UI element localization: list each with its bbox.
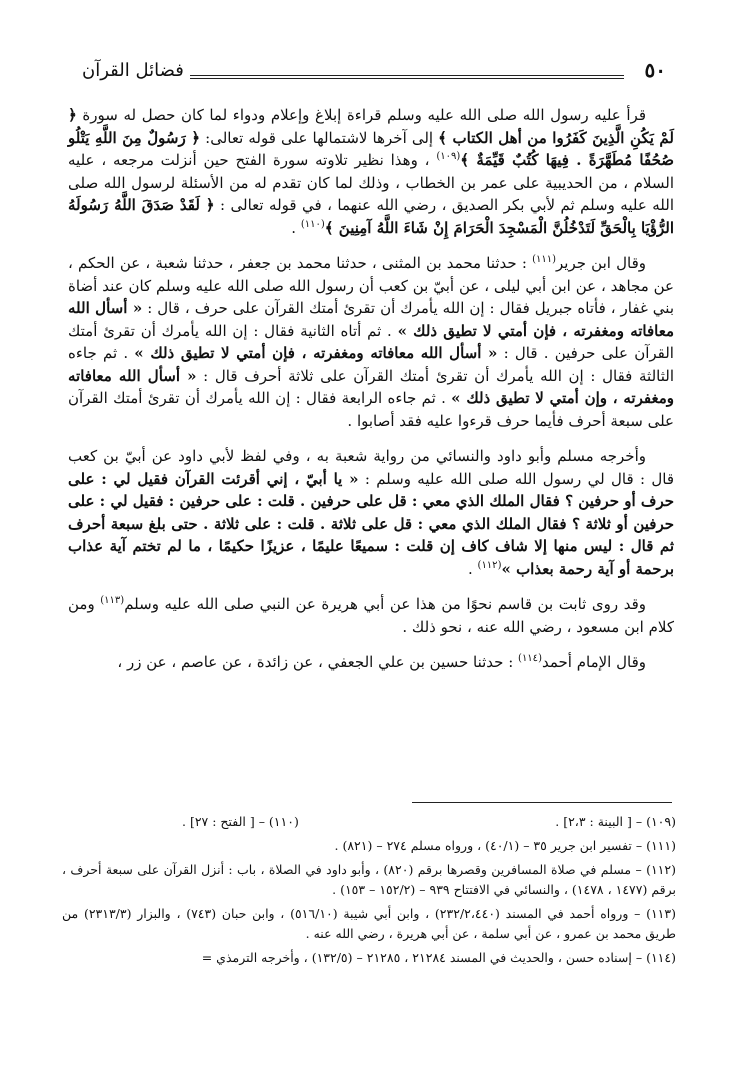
text-run: : حدثنا حسين بن علي الجعفي ، عن زائدة ، عن عاصم ، عن زر ، [117,653,519,671]
text-run: . ثم جاءه الرابعة فقال : إن الله يأمرك أن تقرئ أمتك القرآن على سبعة أحرف فأيما حرف قرءوا عليه فقد أصابوا . [68,389,674,430]
hadith-quote: « يا أبيّ ، إني أقرئت القرآن فقيل لي : على حرف أو حرفين ؟ فقال الملك الذي معي : قل على حرفين . قلت : على حرفين : فقيل لي : على حرفين أو ثلاثة ؟ فقال الملك الذي معي : قل على ثلاثة . قلت : على ثلاثة . حتى بلغ سبعة أحرف ثم قال : ليس منها إلا شاف كاف إن قلت : سميعًا عليمًا ، عزيزًا حكيمًا ، ما لم تختم آية عذاب برحمة أو آية رحمة بعذاب » [68,469,674,578]
page-number: ٥٠ [644,58,666,82]
main-text [68,104,674,687]
text-run: قرأ عليه رسول الله صلى الله عليه وسلم قراءة إبلاغ وإعلام ودواء لما كان حصل له سورة [76,106,646,124]
text-run: ، وهذا نظير تلاوته سورة الفتح حين أنزلت مرجعه ، عليه السلام ، من الحديبية على عمر بن الخطاب ، وذلك لما كان تقدم له من الأسئلة لرسول الله صلى الله عليه وسلم ثم لأبي بكر الصديق ، رضي الله عنهما ، في قوله تعالى : [68,151,674,214]
page-header [82,60,666,92]
footnotes [62,812,676,972]
text-run: وأخرجه مسلم وأبو داود والنسائي من رواية شعبة به ، وفي لفظ لأبي داود عن أبيّ بن كعب قال : قال لي رسول الله صلى الله عليه وسلم : [68,447,674,488]
text-run: : حدثنا محمد بن المثنى ، حدثنا محمد بن جعفر ، حدثنا شعبة ، عن الحكم ، عن مجاهد ، عن ابن أبي ليلى ، عن أبيّ بن كعب أن رسول الله صلى الله عليه وسلم كان عند أضاة بني غفار ، فأتاه جبريل فقال : إن الله يأمرك أن تقرئ أمتك القرآن على حرف ، قال : [68,254,674,317]
paragraph-5 [68,651,674,674]
quran-verse: ﴿ لَقَدْ صَدَقَ اللَّهُ رَسُولَهُ الرُّؤْيَا بِالْحَقِّ لَتَدْخُلُنَّ الْمَسْجِدَ الْحَرَامَ إِنْ شَاءَ اللَّهُ آمِنِينَ ﴾ [68,196,674,237]
hadith-quote: « أسأل الله معافاته ومغفرته ، فإن أمتي لا تطيق ذلك » [68,299,674,340]
text-run: . ثم جاءه الثالثة فقال : إن الله يأمرك أن تقرئ أمتك القرآن على ثلاثة أحرف قال : [68,344,674,385]
header-rule [190,75,624,79]
footnote-113: (١١٣) – ورواه أحمد في المسند (٢٣٢/٢،٤٤٠) ، وابن أبي شيبة (٥١٦/١٠) ، وابن حبان (٧٤٣) ، والبزار (٢٣١٣/٣) من طريق محمد بن عمرو ، عن أبي سلمة ، عن أبي هريرة ، رضي الله عنه . [62,906,676,941]
paragraph-3 [68,445,674,580]
footnote-ref[interactable]: (١٠٩) [436,151,461,162]
footnote-114: (١١٤) – إسناده حسن ، والحديث في المسند ٢١٢٨٤ ، ٢١٢٨٥ – (١٣٢/٥) ، وأخرجه الترمذي = [201,950,676,965]
text-run: . [291,218,301,237]
footnote-111: (١١١) – تفسير ابن جرير ٣٥ – (٤٠/١) ، ورواه مسلم ٢٧٤ – (٨٢١) . [334,838,676,853]
running-title: فضائل القرآن [82,60,184,81]
text-run: ومن كلام ابن مسعود ، رضي الله عنه ، نحو ذلك . [68,595,674,636]
footnote-110: (١١٠) – [ الفتح : ٢٧] . [182,814,299,829]
footnote-ref[interactable]: (١١٢) [477,559,502,571]
footnote-109: (١٠٩) – [ البينة : ٢،٣] . [555,814,676,829]
text-run: وقال ابن جرير [556,254,646,272]
footnote-row [62,812,676,832]
quran-verse: ﴿ رَسُولٌ مِنَ اللَّهِ يَتْلُو صُحُفًا مُطَهَّرَةً . فِيهَا كُتُبٌ قَيِّمَةٌ ﴾ [68,128,674,169]
footnote-separator [412,802,672,803]
quran-verse: ﴿ لَمْ يَكُنِ الَّذِينَ كَفَرُوا من أهل الكتاب ﴾ [68,106,674,147]
footnote-ref[interactable]: (١١٤) [518,653,542,664]
paragraph-4 [68,593,674,638]
footnote-ref[interactable]: (١١٠) [300,218,325,230]
hadith-quote: « أسأل الله معافاته ومغفرته ، فإن أمتي لا تطيق ذلك » [134,344,498,362]
footnote-ref[interactable]: (١١١) [532,254,556,265]
paragraph-2 [68,252,674,432]
footnote-ref[interactable]: (١١٣) [100,595,125,606]
paragraph-1 [68,104,674,239]
text-run: . [467,559,478,578]
text-run: وقد روى ثابت بن قاسم نحوًا من هذا عن أبي هريرة عن النبي صلى الله عليه وسلم [124,595,646,613]
text-run: إلى آخرها لاشتمالها على قوله تعالى: [200,128,439,147]
hadith-quote: « أسأل الله معافاته ومغفرته ، وإن أمتي لا تطيق ذلك » [68,366,674,407]
text-run: وقال الإمام أحمد [541,653,646,671]
footnote-112: (١١٢) – مسلم في صلاة المسافرين وقصرها برقم (٨٢٠) ، وأبو داود في الصلاة ، باب : أنزل القرآن على سبعة أحرف ، برقم (١٤٧٧ ، ١٤٧٨) ، والنسائي في الافتتاح ٩٣٩ – (١٥٢/٢ – ١٥٣) . [62,862,677,897]
text-run: . ثم أتاه الثانية فقال : إن الله يأمرك أن تقرئ أمتك القرآن على حرفين . قال : [68,321,674,362]
